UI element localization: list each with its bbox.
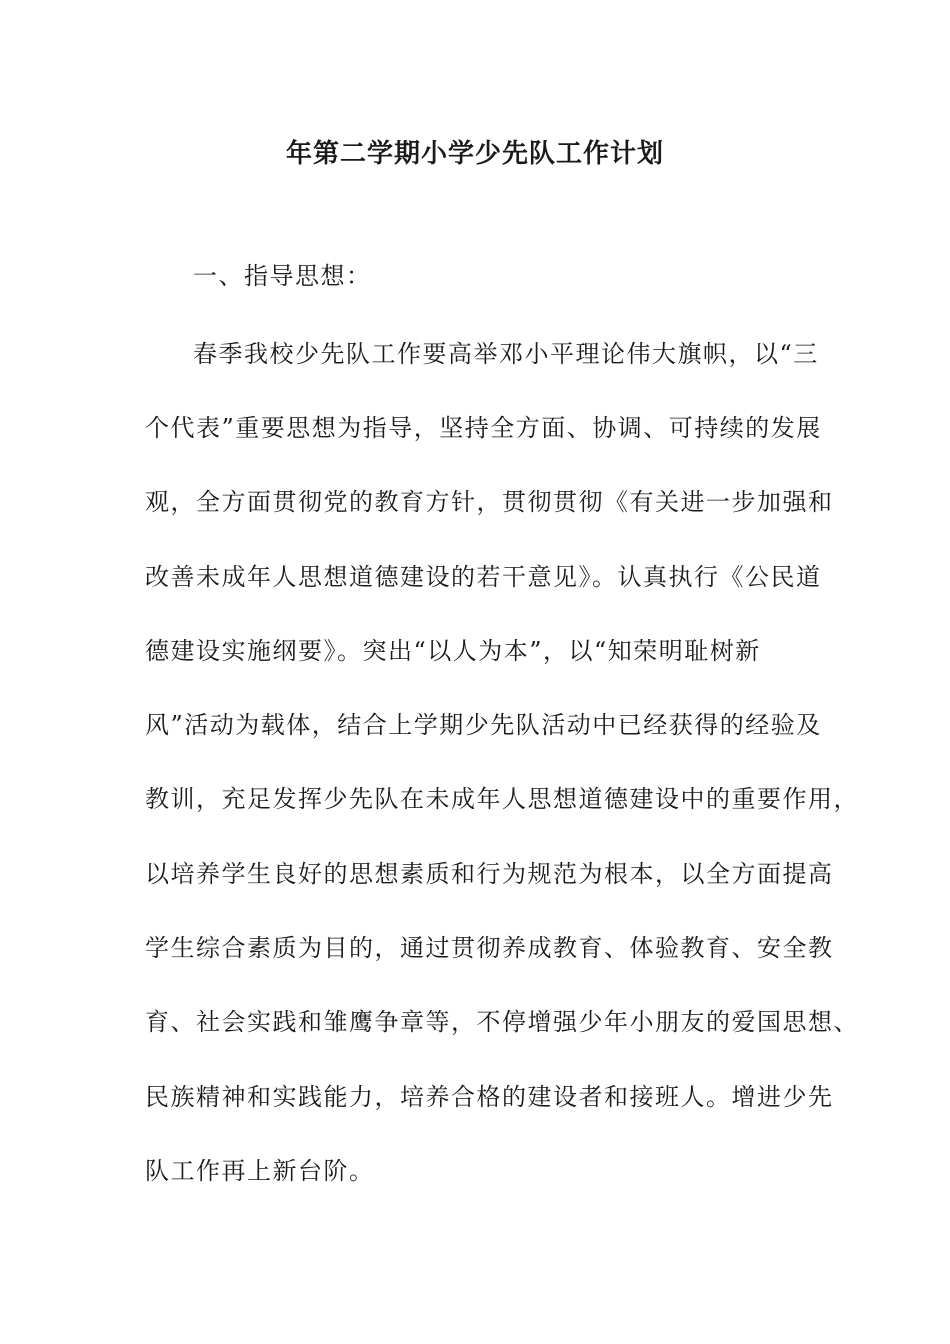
- paragraph-line: 教训，充足发挥少先队在未成年人思想道德建设中的重要作用，: [145, 785, 859, 813]
- paragraph-line: 以培养学生良好的思想素质和行为规范为根本，以全方面提高: [145, 860, 834, 888]
- paragraph-line: 风”活动为载体，结合上学期少先队活动中已经获得的经验及: [145, 711, 822, 739]
- paragraph-line: 个代表”重要思想为指导，坚持全方面、协调、可持续的发展: [145, 414, 822, 442]
- paragraph-line: 学生综合素质为目的，通过贯彻养成教育、体验教育、安全教: [145, 934, 834, 962]
- paragraph-line: 春季我校少先队工作要高举邓小平理论伟大旗帜，以“三: [193, 340, 819, 368]
- paragraph-line: 民族精神和实践能力，培养合格的建设者和接班人。增进少先: [145, 1083, 834, 1111]
- paragraph-line: 育、社会实践和雏鹰争章等，不停增强少年小朋友的爱国思想、: [145, 1008, 859, 1036]
- paragraph-line: 观，全方面贯彻党的教育方针，贯彻贯彻《有关进一步加强和: [145, 488, 834, 516]
- document-title: 年第二学期小学少先队工作计划: [285, 139, 664, 169]
- paragraph-line: 德建设实施纲要》。突出“以人为本”，以“知荣明耻树新: [145, 637, 761, 665]
- paragraph-line: 队工作再上新台阶。: [145, 1157, 375, 1185]
- section-heading: 一、指导思想：: [193, 262, 372, 290]
- paragraph-line: 改善未成年人思想道德建设的若干意见》。认真执行《公民道: [145, 563, 822, 591]
